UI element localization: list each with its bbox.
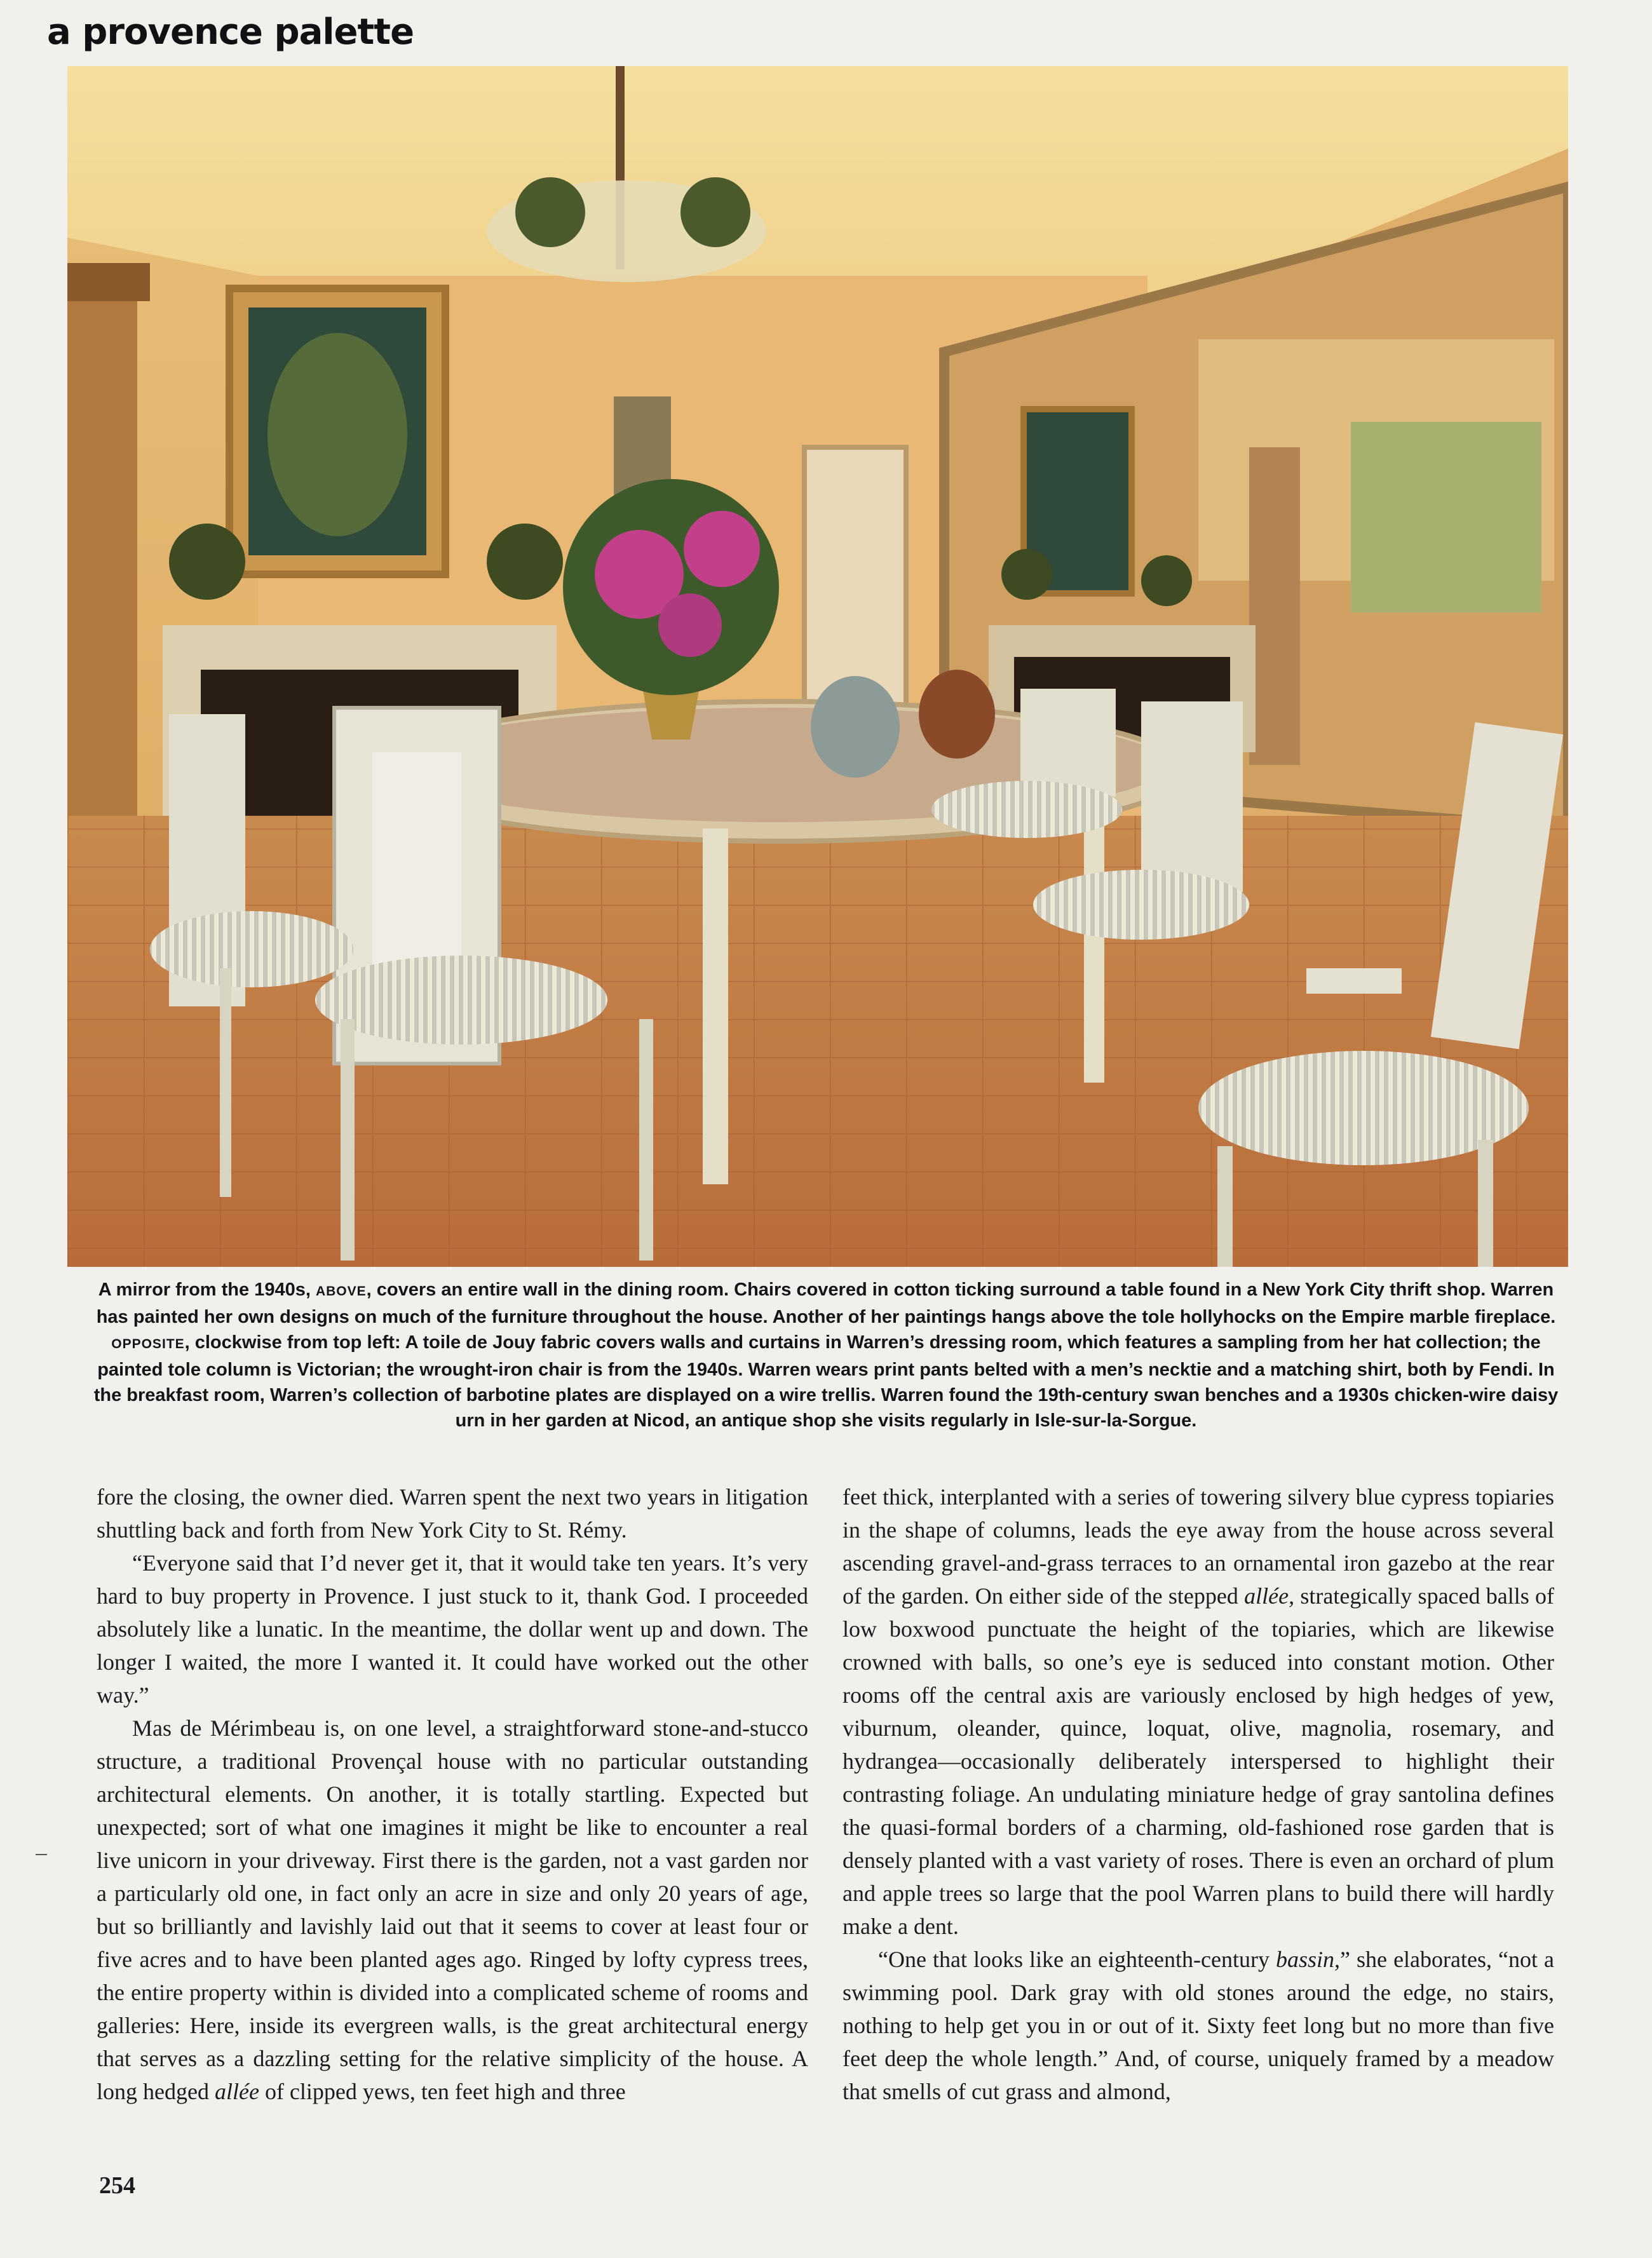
body-text: Mas de Mérimbeau is, on one level, a straightforward stone-and-stucco structure, a traditional Provençal house with no particular outstanding architectural elements. On another, it is totally startling. Expected but unexpected; sort of what one imagines it might be like to encounter a real live unicorn in your driveway. First there is the garden, not a vast garden nor a particularly old one, in fact only an acre in size and only 20 years of age, but so brilliantly and lavishly laid out that it seems to cover at least four or five acres and to have been planted ages ago. Ringed by lofty cypress trees, the entire property within is divided into a complicated scheme of rooms and galleries: Here, inside its evergreen walls, is the great architectural energy that serves as a dazzling setting for the relative simplicity of the house. A long hedged (97, 1715, 808, 2104)
body-text: strategically spaced balls of low boxwood punctuate the height of the topiaries, which are likewise crowned with balls, so one’s eye is seduced into constant motion. Other rooms off the central axis are variously enclosed by high hedges of yew, viburnum, oleander, quince, loquat, olive, magnolia, rosemary, and hydrangea—occasionally deliberately interspersed to highlight their contrasting foliage. An undulating miniature hedge of gray santolina defines the quasi-formal borders of a charming, old-fashioned rose garden that is densely planted with a vast variety of roses. There is even an orchard of plum and apple trees so large that the pool Warren plans to build there will hardly make a dent. (843, 1583, 1555, 1939)
body-paragraph (843, 1480, 1554, 1943)
caption-opposite: OPPOSITE (111, 1337, 185, 1351)
caption-text-2: , covers an entire wall in the dining room. Chairs covered in cotton ticking surround a table found in a New York City thrift shop. Warren has painted her own designs on much of the furniture throughout the house. Another of her paintings hangs above the tole hollyhocks on the Empire marble fireplace. (96, 1280, 1556, 1327)
margin-mark (36, 1854, 47, 1855)
dining-room-photo (67, 66, 1568, 1267)
caption-text-3: , clockwise from top left: A toile de Jouy fabric covers walls and curtains in Warren’s dressing room, which features a sampling from her hat collection; the painted tole column is Victorian; the wrought-iron chair is from the 1940s. Warren wears print pants belted with a men’s necktie and a matching shirt, both by Fendi. In the breakfast room, Warren’s collection of barbotine plates are displayed on a wire trellis. Warren found the 19th-century swan benches and a 1930s chicken-wire daisy urn in her garden at Nicod, an antique shop she visits regularly in Isle-sur-la-Sorgue. (93, 1332, 1559, 1431)
italic-term: allée, (1244, 1583, 1295, 1609)
body-paragraph: fore the closing, the owner died. Warren spent the next two years in litigation shuttling back and forth from New York City to St. Rémy. (97, 1484, 808, 1543)
body-column-left (97, 1480, 808, 2108)
body-text: ” she elaborates, “not a swimming pool. Dark gray with old stones around the edge, no stairs, nothing to help get you in or out of it. Sixty feet long but no more than five feet deep the whole length.” And, of course, uniquely framed by a meadow that smells of cut grass and almond, (843, 1947, 1555, 2104)
body-text: feet thick, interplanted with a series of towering silvery blue cypress topiaries in the shape of columns, leads the eye away from the house across several ascending gravel-and-grass terraces to an ornamental iron gazebo at the rear of the garden. On either side of the stepped (843, 1484, 1554, 1609)
page-number: 254 (99, 2172, 135, 2199)
body-paragraph (97, 1712, 808, 2108)
body-column-right (843, 1480, 1554, 2108)
body-paragraph (843, 1943, 1554, 2108)
italic-term: bassin, (1276, 1947, 1341, 1972)
body-paragraph: “Everyone said that I’d never get it, that it would take ten years. It’s very hard to buy property in Provence. I just stuck to it, thank God. I proceeded absolutely like a lunatic. In the meantime, the dollar went up and down. The longer I waited, the more I wanted it. It could have worked out the other way.” (97, 1550, 808, 1708)
body-text: of clipped yews, ten feet high and three (264, 2079, 626, 2104)
photo-caption (83, 1277, 1569, 1433)
section-kicker: a provence palette (47, 11, 414, 53)
caption-above: ABOVE (315, 1284, 367, 1299)
body-text: “One that looks like an eighteenth-century (878, 1947, 1269, 1972)
caption-text-1: A mirror from the 1940s, (98, 1280, 311, 1300)
italic-term: allée (214, 2079, 259, 2104)
